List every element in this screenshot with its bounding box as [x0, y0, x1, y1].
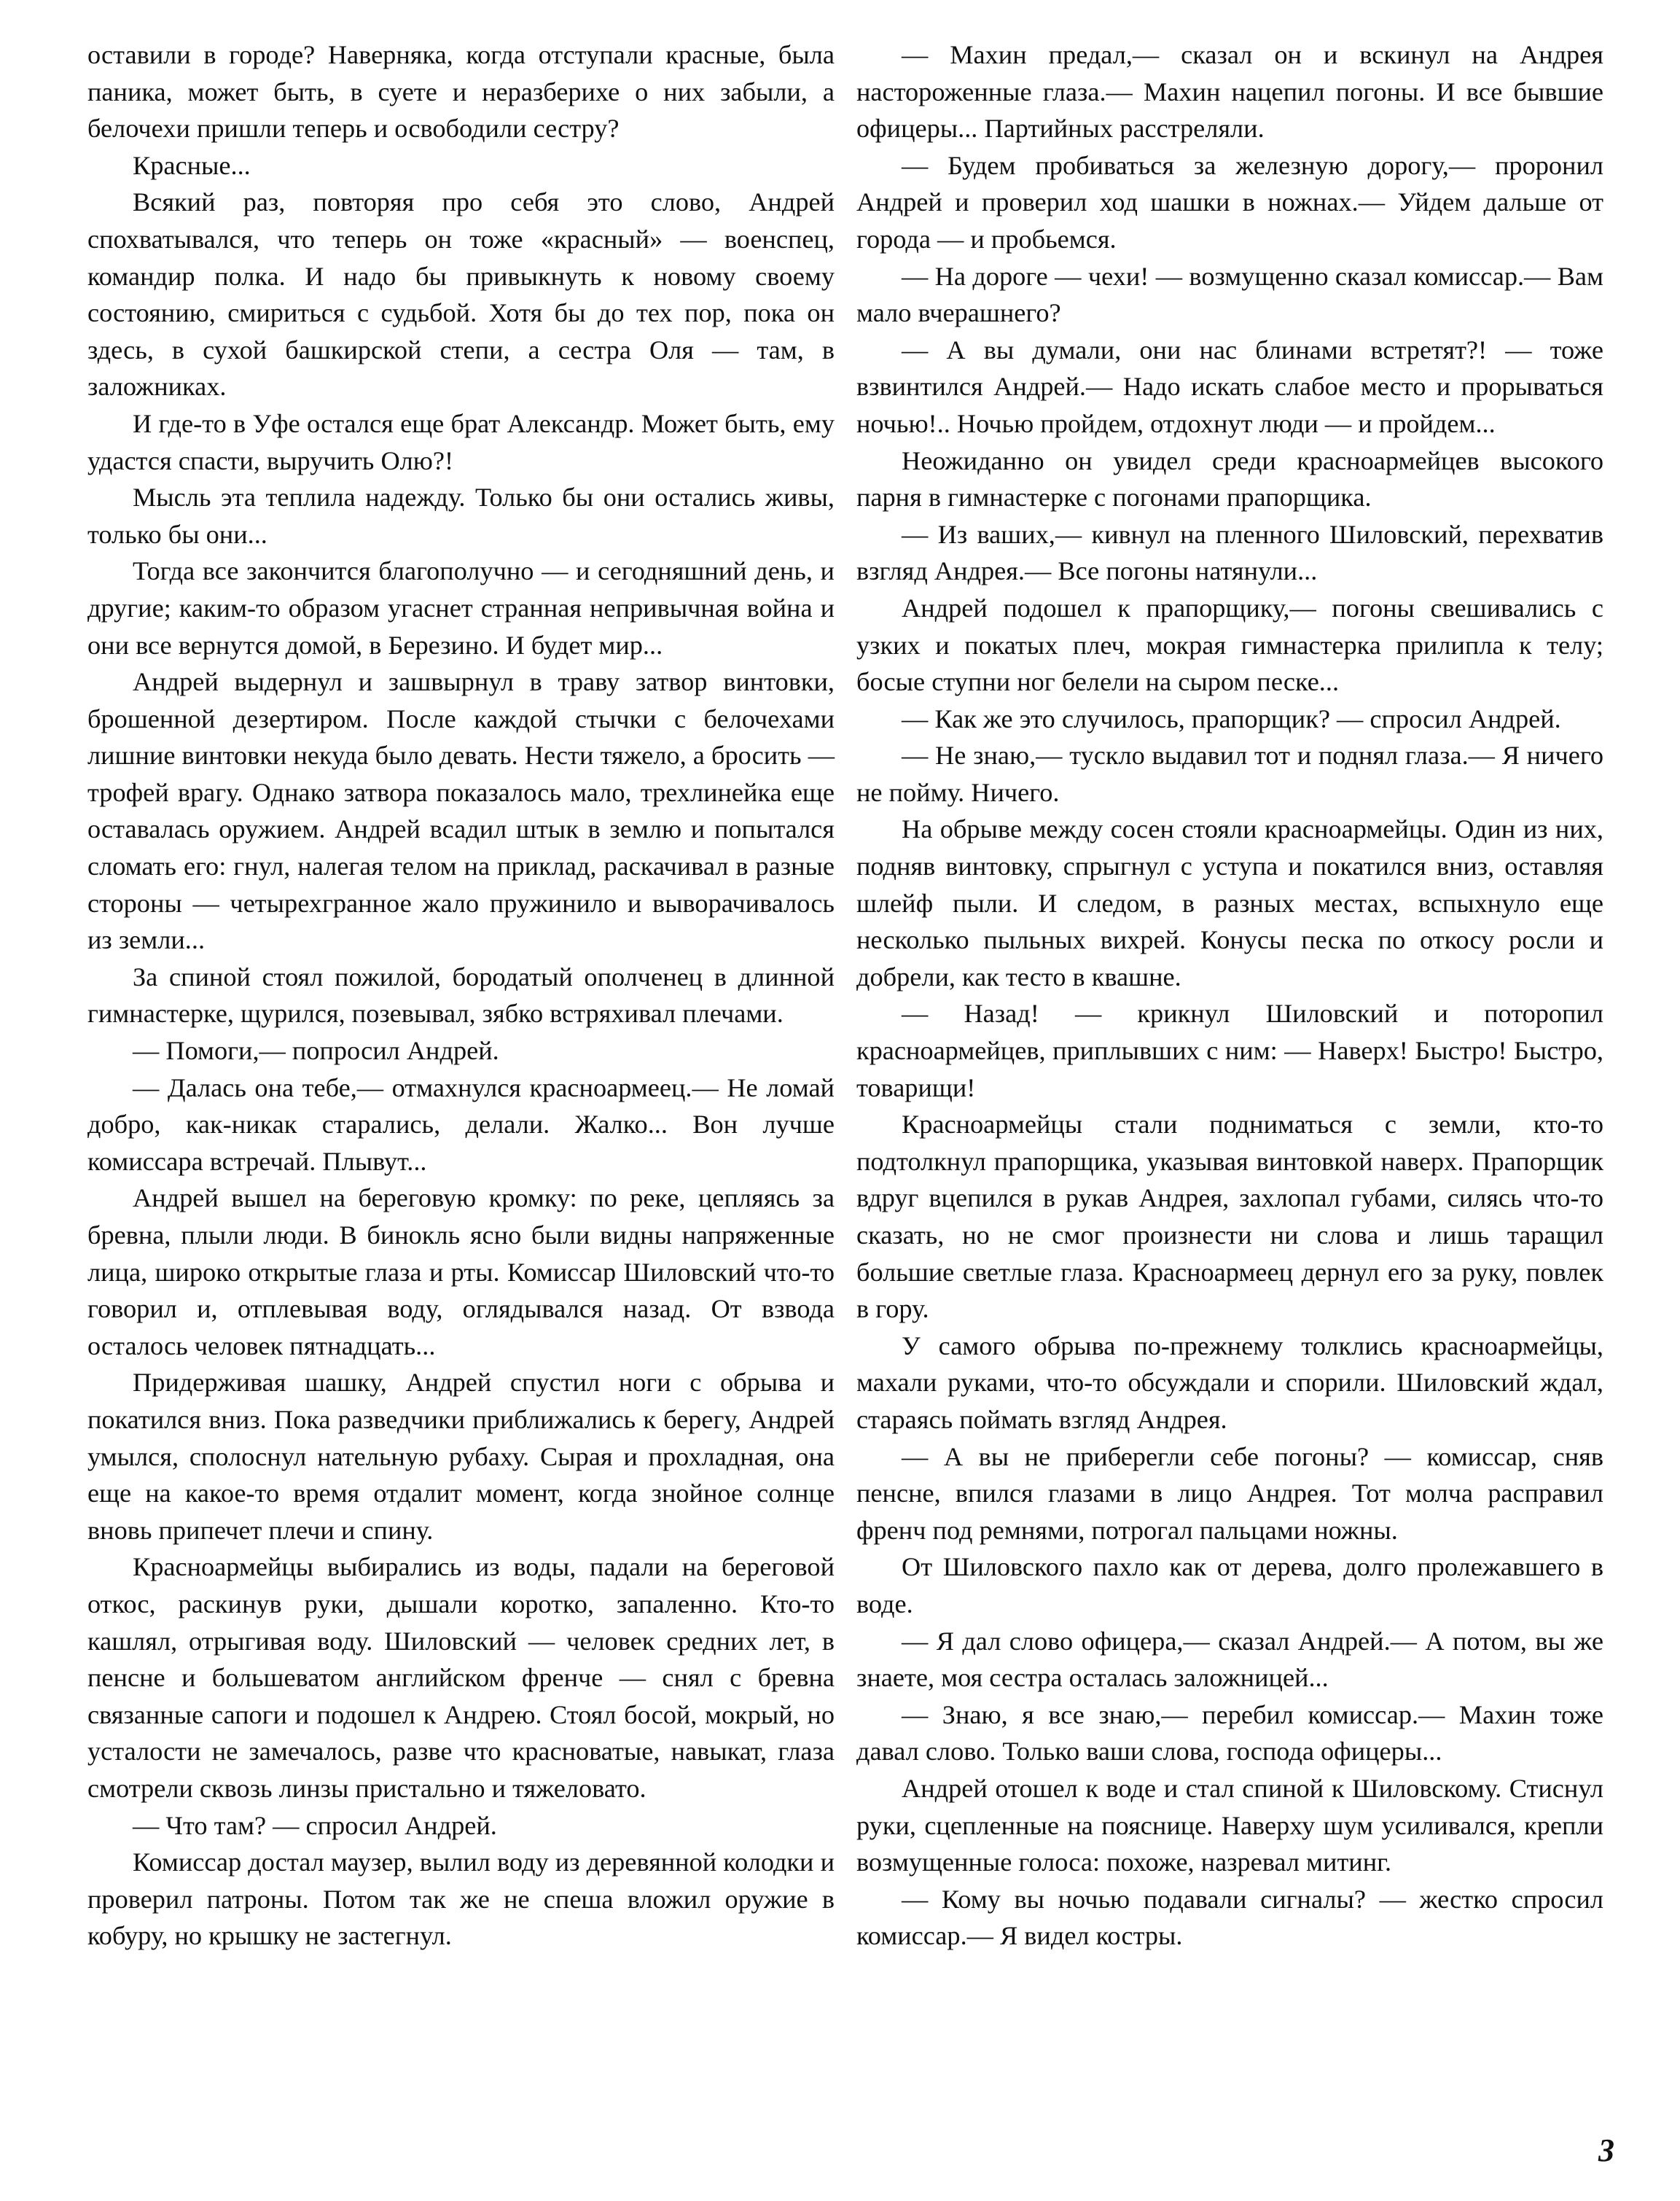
- paragraph: Мысль эта теплила надежду. Только бы они остались живы, только бы они...: [87, 483, 835, 549]
- page-number: 3: [1598, 2132, 1614, 2168]
- paragraph: — А вы не приберегли себе погоны? — комиссар, сняв пенсне, впился глазами в лицо Андрея. Тот молча расправил френч под ремнями, потрогал пальцами ножны.: [856, 1441, 1603, 1545]
- paragraph: У самого обрыва по-прежнему толклись красноармейцы, махали руками, что-то обсуждали и спорили. Шиловский ждал, стараясь поймать взгляд Андрея.: [856, 1331, 1603, 1434]
- paragraph: — Помоги,— попросил Андрей.: [133, 1036, 499, 1066]
- paragraph: — Будем пробиваться за железную дорогу,— проронил Андрей и проверил ход шашки в ножнах.— Уйдем дальше от города — и пробьемся.: [856, 150, 1603, 254]
- text-column-right: [856, 36, 1603, 1955]
- paragraph: Комиссар достал маузер, вылил воду из деревянной колодки и проверил патроны. Потом так же не спеша вложил оружие в кобуру, но крышку не застегнул.: [87, 1847, 835, 1951]
- paragraph: Красноармейцы выбирались из воды, падали на береговой откос, раскинув руки, дышали коротко, запаленно. Кто-то кашлял, отрыгивая воду. Шиловский — человек средних лет, в пенсне и большеватом английском френче — снял с бревна связанные сапоги и подошел к Андрею. Стоял босой, мокрый, но усталости не замечалось, разве что красноватые, навыкат, глаза смотрели сквозь линзы пристально и тяжеловато.: [87, 1552, 835, 1803]
- paragraph: Тогда все закончится благополучно — и сегодняшний день, и другие; каким-то образом угаснет странная непривычная война и они все вернутся домой, в Березино. И будет мир...: [87, 556, 835, 660]
- paragraph: Андрей подошел к прапорщику,— погоны свешивались с узких и покатых плеч, мокрая гимнастерка прилипла к телу; босые ступни ног белели на сыром песке...: [856, 593, 1603, 697]
- paragraph: — Как же это случилось, прапорщик? — спросил Андрей.: [902, 704, 1561, 733]
- paragraph: Андрей отошел к воде и стал спиной к Шиловскому. Стиснул руки, сцепленные на пояснице. Наверху шум усиливался, крепли возмущенные голоса: похоже, назревал митинг.: [856, 1773, 1603, 1877]
- paragraph: И где-то в Уфе остался еще брат Александр. Может быть, ему удастся спасти, выручить Олю?!: [87, 408, 835, 475]
- paragraph: — Кому вы ночью подавали сигналы? — жестко спросил комиссар.— Я видел костры.: [856, 1884, 1603, 1951]
- paragraph: Андрей выдернул и зашвырнул в траву затвор винтовки, брошенной дезертиром. После каждой стычки с белочехами лишние винтовки некуда было девать. Нести тяжело, а бросить — трофей врагу. Однако затвора показалось мало, трехлинейка еще оставалась оружием. Андрей всадил штык в землю и попытался сломать его: гнул, налегая телом на приклад, раскачивал в разные стороны — четырехгранное жало пружинило и выворачивалось из земли...: [87, 667, 835, 955]
- paragraph: Неожиданно он увидел среди красноармейцев высокого парня в гимнастерке с погонами прапорщика.: [856, 445, 1603, 513]
- paragraph: — А вы думали, они нас блинами встретят?! — тоже взвинтился Андрей.— Надо искать слабое место и прорываться ночью!.. Ночью пройдем, отдохнут люди — и пройдем...: [856, 335, 1603, 438]
- paragraph: — Назад! — крикнул Шиловский и поторопил красноармейцев, приплывших с ним: — Наверх! Быстро! Быстро, товарищи!: [856, 999, 1603, 1102]
- paragraph: От Шиловского пахло как от дерева, долго пролежавшего в воде.: [856, 1552, 1603, 1618]
- paragraph: Всякий раз, повторяя про себя это слово, Андрей спохватывался, что теперь он тоже «красный» — военспец, командир полка. И надо бы привыкнуть к новому своему состоянию, смириться с судьбой. Хотя бы до тех пор, пока он здесь, в сухой башкирской степи, а сестра Оля — там, в заложниках.: [87, 187, 835, 402]
- paragraph: — Не знаю,— тускло выдавил тот и поднял глаза.— Я ничего не пойму. Ничего.: [856, 741, 1603, 807]
- paragraph: оставили в городе? Наверняка, когда отступали красные, была паника, может быть, в суете и неразберихе о них забыли, а белочехи пришли теперь и освободили сестру?: [87, 40, 835, 144]
- paragraph: — Из ваших,— кивнул на пленного Шиловский, перехватив взгляд Андрея.— Все погоны натянули...: [856, 519, 1603, 586]
- paragraph: На обрыве между сосен стояли красноармейцы. Один из них, подняв винтовку, спрыгнул с уступа и покатился вниз, оставляя шлейф пыли. И следом, в разных местах, вспыхнуло еще несколько пыльных вихрей. Конусы песка по откосу росли и добрели, как тесто в квашне.: [856, 814, 1603, 992]
- paragraph: Красные...: [133, 150, 251, 180]
- paragraph: — Я дал слово офицера,— сказал Андрей.— А потом, вы же знаете, моя сестра осталась заложницей...: [856, 1626, 1603, 1693]
- paragraph: Придерживая шашку, Андрей спустил ноги с обрыва и покатился вниз. Пока разведчики приближались к берегу, Андрей умылся, сполоснул нательную рубаху. Сырая и прохладная, она еще на какое-то время отдалит момент, когда знойное солнце вновь припечет плечи и спину.: [87, 1368, 835, 1545]
- paragraph: — Далась она тебе,— отмахнулся красноармеец.— Не ломай добро, как-никак старались, делали. Жалко... Вон лучше комиссара встречай. Плывут...: [87, 1072, 835, 1176]
- paragraph: За спиной стоял пожилой, бородатый ополченец в длинной гимнастерке, щурился, позевывал, зябко встряхивал плечами.: [87, 962, 835, 1029]
- paragraph: — На дороге — чехи! — возмущенно сказал комиссар.— Вам мало вчерашнего?: [856, 261, 1603, 328]
- paragraph: — Махин предал,— сказал он и вскинул на Андрея настороженные глаза.— Махин нацепил погоны. И все бывшие офицеры... Партийных расстреляли.: [856, 40, 1603, 144]
- paragraph: — Знаю, я все знаю,— перебил комиссар.— Махин тоже давал слово. Только ваши слова, господа офицеры...: [856, 1699, 1603, 1766]
- paragraph: Андрей вышел на береговую кромку: по реке, цепляясь за бревна, плыли люди. В бинокль ясно были видны напряженные лица, широко открытые глаза и рты. Комиссар Шиловский что-то говорил и, отплевывая воду, оглядывался назад. От взвода осталось человек пятнадцать...: [87, 1183, 835, 1360]
- text-column-left: [87, 36, 835, 1955]
- paragraph: — Что там? — спросил Андрей.: [133, 1810, 497, 1840]
- paragraph: Красноармейцы стали подниматься с земли, кто-то подтолкнул прапорщика, указывая винтовкой наверх. Прапорщик вдруг вцепился в рукав Андрея, захлопал губами, силясь что-то сказать, но не смог произнести ни слова и лишь таращил большие светлые глаза. Красноармеец дернул его за руку, повлек в гору.: [856, 1110, 1603, 1324]
